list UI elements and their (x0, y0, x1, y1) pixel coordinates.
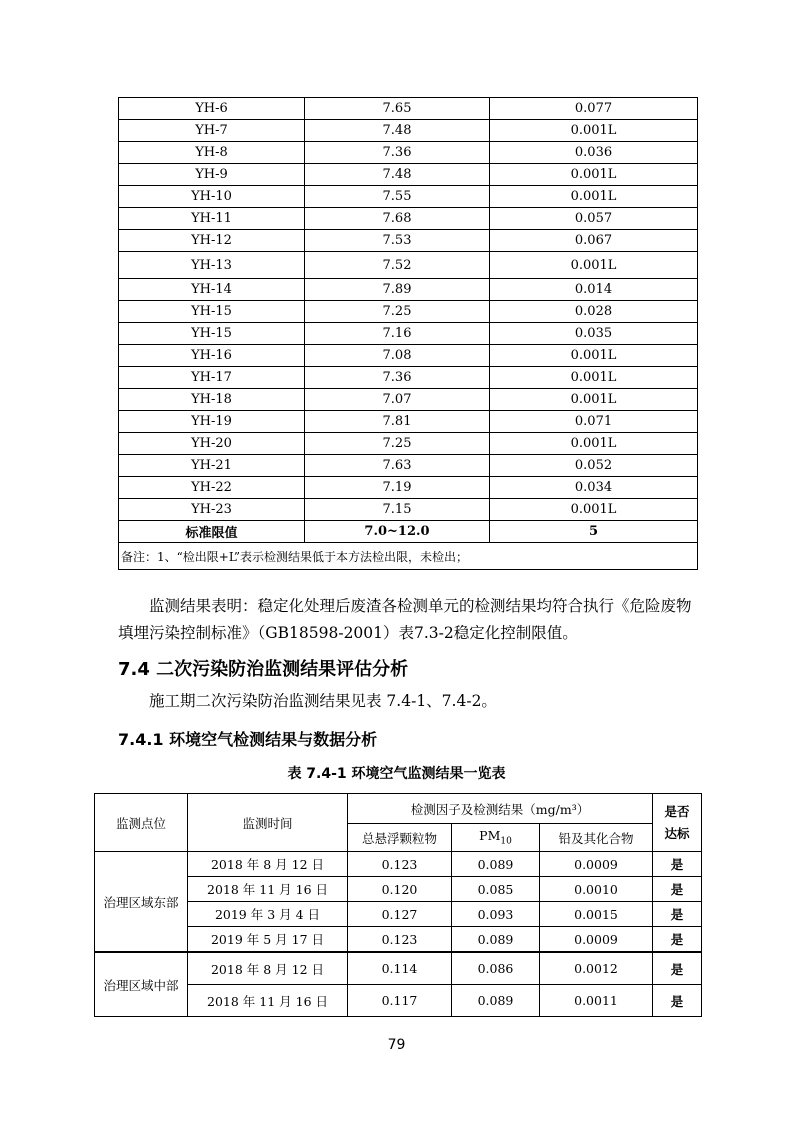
note-row (119, 543, 698, 570)
sample-id-cell: YH-15 (119, 323, 305, 345)
stabilization-results-table (118, 97, 698, 570)
pass-cell: 是 (653, 927, 702, 953)
header-pm10 (452, 824, 540, 852)
concentration-cell: 0.035 (490, 323, 698, 345)
table-caption: 表 7.4-1 环境空气监测结果一览表 (287, 766, 506, 782)
sample-id-cell: YH-10 (119, 186, 305, 208)
concentration-cell: 0.001L (490, 164, 698, 186)
header-pass-line2: 达标 (664, 825, 690, 841)
sample-id-cell: YH-14 (119, 279, 305, 301)
results-statement: 监测结果表明：稳定化处理后废渣各检测单元的检测结果均符合执行《危险废物填埋污染控制标准》（GB18598-2001）表7.3-2稳定化控制限值。 (118, 597, 692, 642)
pass-cell: 是 (653, 852, 702, 877)
pass-cell: 是 (653, 952, 702, 985)
intro-paragraph: 施工期二次污染防治监测结果见表 7.4-1、7.4-2。 (149, 692, 497, 710)
concentration-cell: 0.067 (490, 230, 698, 252)
table-row (119, 252, 698, 279)
date-cell: 2019 年 3 月 4 日 (188, 902, 348, 927)
concentration-cell: 0.028 (490, 301, 698, 323)
concentration-cell: 0.001L (490, 367, 698, 389)
limit-concentration-cell: 5 (490, 521, 698, 543)
pass-cell: 是 (653, 877, 702, 902)
header-time: 监测时间 (188, 794, 348, 852)
concentration-cell: 0.057 (490, 208, 698, 230)
table-row (119, 389, 698, 411)
table-row (119, 345, 698, 367)
tsp-cell: 0.123 (348, 927, 452, 953)
concentration-cell: 0.034 (490, 477, 698, 499)
sample-id-cell: YH-9 (119, 164, 305, 186)
section-heading-7-4: 7.4 二次污染防治监测结果评估分析 (118, 659, 409, 680)
date-cell: 2019 年 5 月 17 日 (188, 927, 348, 953)
header-pass-line1: 是否 (664, 803, 690, 819)
concentration-cell: 0.001L (490, 433, 698, 455)
table-row (119, 323, 698, 345)
table-row (119, 98, 698, 120)
sample-id-cell: YH-22 (119, 477, 305, 499)
date-cell: 2018 年 11 月 16 日 (188, 877, 348, 902)
sample-id-cell: YH-7 (119, 120, 305, 142)
sample-id-cell: YH-6 (119, 98, 305, 120)
ph-value-cell: 7.48 (305, 164, 490, 186)
ph-value-cell: 7.36 (305, 142, 490, 164)
table-row (95, 852, 702, 877)
pm10-cell: 0.086 (452, 952, 540, 985)
ph-value-cell: 7.15 (305, 499, 490, 521)
ph-value-cell: 7.08 (305, 345, 490, 367)
concentration-cell: 0.001L (490, 389, 698, 411)
pass-cell: 是 (653, 902, 702, 927)
table-row (119, 499, 698, 521)
concentration-cell: 0.077 (490, 98, 698, 120)
ph-value-cell: 7.63 (305, 455, 490, 477)
ph-value-cell: 7.16 (305, 323, 490, 345)
sample-id-cell: YH-13 (119, 252, 305, 279)
header-pm-sub: 10 (500, 836, 512, 847)
table-row (119, 230, 698, 252)
date-cell: 2018 年 11 月 16 日 (188, 985, 348, 1017)
table-row (119, 208, 698, 230)
ph-value-cell: 7.89 (305, 279, 490, 301)
ph-value-cell: 7.36 (305, 367, 490, 389)
limit-row (119, 521, 698, 543)
concentration-cell: 0.071 (490, 411, 698, 433)
table-row (119, 367, 698, 389)
header-lead: 铅及其化合物 (540, 824, 653, 852)
table-row (119, 411, 698, 433)
table-row (119, 455, 698, 477)
sample-id-cell: YH-11 (119, 208, 305, 230)
lead-cell: 0.0015 (540, 902, 653, 927)
table-row (119, 142, 698, 164)
table-row (119, 301, 698, 323)
lead-cell: 0.0012 (540, 952, 653, 985)
pm10-cell: 0.093 (452, 902, 540, 927)
ph-value-cell: 7.07 (305, 389, 490, 411)
concentration-cell: 0.052 (490, 455, 698, 477)
ph-value-cell: 7.25 (305, 301, 490, 323)
table-row (119, 164, 698, 186)
pass-cell: 是 (653, 985, 702, 1017)
table-row (119, 279, 698, 301)
limit-ph-cell: 7.0~12.0 (305, 521, 490, 543)
sample-id-cell: YH-23 (119, 499, 305, 521)
concentration-cell: 0.036 (490, 142, 698, 164)
ph-value-cell: 7.48 (305, 120, 490, 142)
ph-value-cell: 7.81 (305, 411, 490, 433)
sample-id-cell: YH-21 (119, 455, 305, 477)
ph-value-cell: 7.53 (305, 230, 490, 252)
date-cell: 2018 年 8 月 12 日 (188, 852, 348, 877)
ph-value-cell: 7.52 (305, 252, 490, 279)
pm10-cell: 0.089 (452, 985, 540, 1017)
pm10-cell: 0.089 (452, 852, 540, 877)
tsp-cell: 0.114 (348, 952, 452, 985)
ph-value-cell: 7.25 (305, 433, 490, 455)
sample-id-cell: YH-16 (119, 345, 305, 367)
lead-cell: 0.0009 (540, 852, 653, 877)
sample-id-cell: YH-15 (119, 301, 305, 323)
header-pm-prefix: PM (479, 828, 501, 844)
table-row (119, 120, 698, 142)
concentration-cell: 0.001L (490, 345, 698, 367)
pm10-cell: 0.089 (452, 927, 540, 953)
tsp-cell: 0.127 (348, 902, 452, 927)
sample-id-cell: YH-20 (119, 433, 305, 455)
table-row (119, 433, 698, 455)
table-row (95, 952, 702, 985)
table-note: 备注：1、“检出限+L”表示检测结果低于本方法检出限，未检出； (119, 543, 698, 570)
header-factor-group: 检测因子及检测结果（mg/m³） (348, 794, 653, 824)
header-pass (653, 794, 702, 852)
location-cell: 治理区域东部 (95, 852, 188, 953)
concentration-cell: 0.001L (490, 252, 698, 279)
location-cell: 治理区域中部 (95, 952, 188, 1017)
tsp-cell: 0.123 (348, 852, 452, 877)
header-tsp: 总悬浮颗粒物 (348, 824, 452, 852)
concentration-cell: 0.001L (490, 499, 698, 521)
page-number: 79 (387, 1037, 406, 1053)
sample-id-cell: YH-17 (119, 367, 305, 389)
air-quality-table (94, 793, 702, 1017)
sample-id-cell: YH-8 (119, 142, 305, 164)
sample-id-cell: YH-19 (119, 411, 305, 433)
ph-value-cell: 7.19 (305, 477, 490, 499)
lead-cell: 0.0010 (540, 877, 653, 902)
lead-cell: 0.0011 (540, 985, 653, 1017)
sample-id-cell: YH-18 (119, 389, 305, 411)
ph-value-cell: 7.55 (305, 186, 490, 208)
limit-label-cell: 标准限值 (119, 521, 305, 543)
table-row (119, 186, 698, 208)
tsp-cell: 0.120 (348, 877, 452, 902)
concentration-cell: 0.014 (490, 279, 698, 301)
pm10-cell: 0.085 (452, 877, 540, 902)
date-cell: 2018 年 8 月 12 日 (188, 952, 348, 985)
sample-id-cell: YH-12 (119, 230, 305, 252)
lead-cell: 0.0009 (540, 927, 653, 953)
header-point: 监测点位 (95, 794, 188, 852)
concentration-cell: 0.001L (490, 120, 698, 142)
section-heading-7-4-1: 7.4.1 环境空气检测结果与数据分析 (118, 730, 378, 749)
concentration-cell: 0.001L (490, 186, 698, 208)
tsp-cell: 0.117 (348, 985, 452, 1017)
table-row (119, 477, 698, 499)
ph-value-cell: 7.68 (305, 208, 490, 230)
ph-value-cell: 7.65 (305, 98, 490, 120)
